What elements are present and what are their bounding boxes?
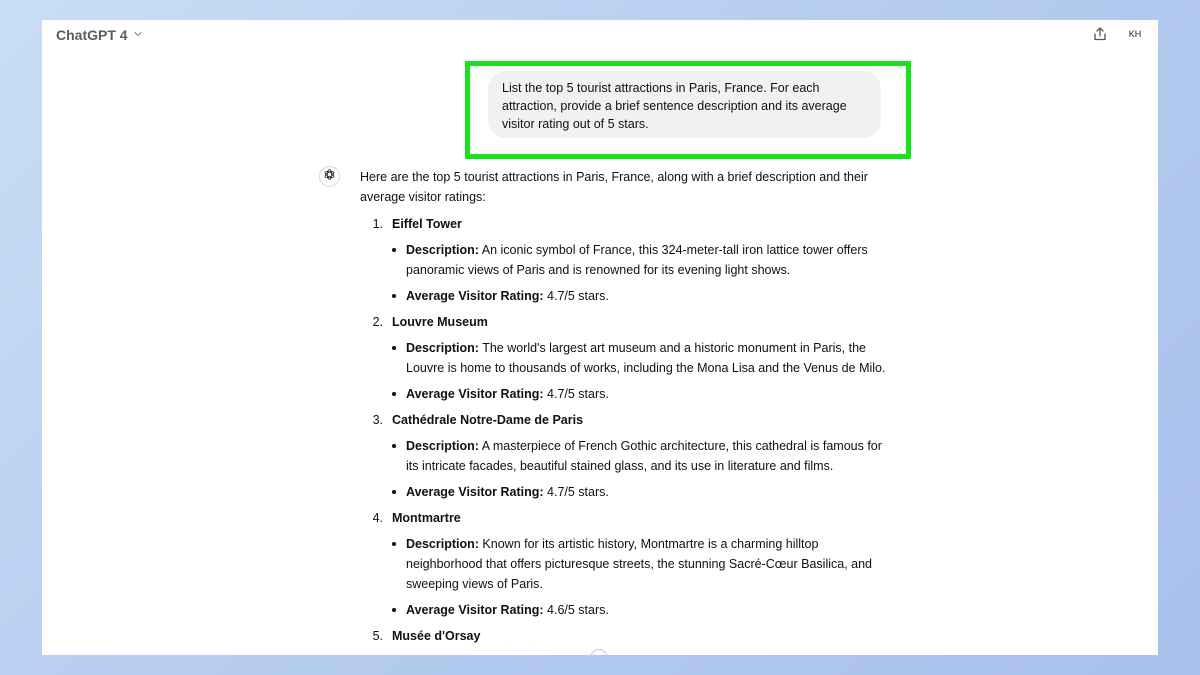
list-item-number: 5. [372,629,383,643]
detail-list [383,240,890,306]
detail-list [383,436,890,502]
rating-text: 4.7/5 stars. [547,485,609,499]
description-label: Description: [406,537,479,551]
rating-label: Average Visitor Rating: [406,387,544,401]
model-selector[interactable] [56,26,143,44]
detail-list [383,534,890,620]
rating [383,384,890,404]
list-item [360,312,890,410]
list-item-body [383,214,890,312]
chevron-down-icon [133,26,143,44]
chat-window [42,20,1158,655]
model-name: ChatGPT 4 [56,27,128,43]
assistant-message [360,167,890,652]
list-item [360,626,890,652]
attraction-name: Montmartre [392,511,461,525]
avatar[interactable]: KH [1128,29,1142,39]
list-item-body [383,312,890,410]
bullet [392,490,396,494]
description-text: A masterpiece of French Gothic architecture, this cathedral is famous for its intricate facades, beautiful stained glass, and its use in literature and films. [406,439,882,473]
list-item [360,214,890,312]
rating-text: 4.7/5 stars. [547,289,609,303]
rating-text: 4.7/5 stars. [547,387,609,401]
list-item-number: 2. [372,315,383,329]
bullet [392,444,396,448]
rating-label: Average Visitor Rating: [406,603,544,617]
detail-list [383,338,890,404]
rating [383,482,890,502]
bullet [392,608,396,612]
list-item-body [383,626,890,652]
bullet [392,542,396,546]
list-item [360,410,890,508]
attraction-name: Cathédrale Notre-Dame de Paris [392,413,584,427]
rating-label: Average Visitor Rating: [406,289,544,303]
description [383,436,890,476]
rating-text: 4.6/5 stars. [547,603,609,617]
list-item-number: 3. [372,413,383,427]
rating-label: Average Visitor Rating: [406,485,544,499]
rating [383,286,890,306]
bullet [392,346,396,350]
assistant-avatar [319,166,340,187]
description [383,338,890,378]
attractions-list [360,214,890,652]
rating [383,600,890,620]
share-button[interactable] [1092,26,1108,42]
description-label: Description: [406,243,479,257]
list-item-number: 4. [372,511,383,525]
user-message: List the top 5 tourist attractions in Paris, France. For each attraction, provide a brief sentence description and its average visitor rating out of 5 stars. [488,71,881,138]
share-upload-icon [1092,29,1108,46]
list-item-number: 1. [372,217,383,231]
description-text: Known for its artistic history, Montmartre is a charming hilltop neighborhood that offers picturesque streets, the stunning Sacré-Cœur Basilica, and sweeping views of Paris. [406,537,873,591]
attraction-name: Eiffel Tower [392,217,462,231]
description-text: The world's largest art museum and a historic monument in Paris, the Louvre is home to thousands of works, including the Mona Lisa and the Venus de Milo. [406,341,886,375]
description-text: An iconic symbol of France, this 324-meter-tall iron lattice tower offers panoramic views of Paris and is renowned for its evening light shows. [406,243,868,277]
bullet [392,294,396,298]
description-label: Description: [406,439,479,453]
list-item-body [383,508,890,626]
bullet [392,392,396,396]
openai-logo-icon [323,168,336,186]
top-bar [42,20,1158,50]
list-item-body [383,410,890,508]
list-item [360,508,890,626]
description-label: Description: [406,341,479,355]
attraction-name: Louvre Museum [392,315,488,329]
assistant-intro: Here are the top 5 tourist attractions in Paris, France, along with a brief description and their average visitor ratings: [360,170,868,204]
description [383,240,890,280]
description [383,534,890,594]
attraction-name: Musée d'Orsay [392,629,481,643]
bullet [392,248,396,252]
